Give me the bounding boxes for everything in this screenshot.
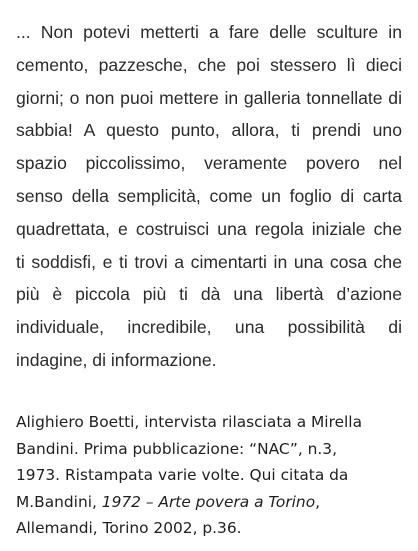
quote-line: più è piccola più ti dà una libertà d’azione <box>16 284 402 305</box>
quote-line: ti soddisfi, e ti trovi a cimentarti in una cosa che <box>16 251 402 272</box>
quote-line: spazio piccolissimo, veramente povero nel <box>16 153 402 174</box>
quote-paragraph <box>16 16 402 377</box>
quote-line: sabbia! A questo punto, allora, ti prendi uno <box>16 120 402 141</box>
citation-author-ref: M.Bandini, <box>16 492 102 511</box>
citation-book-title: 1972 – Arte povera a Torino <box>101 492 316 511</box>
citation-line: Bandini. Prima pubblicazione: “NAC”, n.3, <box>16 439 337 458</box>
quote-line: indagine, di informazione. <box>16 349 217 370</box>
citation-punctuation: , <box>315 492 321 511</box>
quote-line: senso della semplicità, come un foglio di carta <box>16 185 402 206</box>
citation-line <box>16 489 406 516</box>
citation-line: Allemandi, Torino 2002, p.36. <box>16 519 242 537</box>
citation-line: 1973. Ristampata varie volte. Qui citata da <box>16 466 349 484</box>
quote-line: individuale, incredibile, una possibilità di <box>16 317 402 338</box>
citation-line: Alighiero Boetti, intervista rilasciata a Mirella <box>16 413 363 431</box>
citation <box>16 409 406 542</box>
quote-line: cemento, pazzesche, che poi stessero lì dieci <box>16 54 402 75</box>
quote-line: giorni; o non puoi mettere in galleria tonnellate di <box>16 87 402 108</box>
quote-line: quadrettata, e costruisci una regola iniziale che <box>16 218 402 239</box>
quote-line: ... Non potevi metterti a fare delle sculture in <box>16 22 402 42</box>
